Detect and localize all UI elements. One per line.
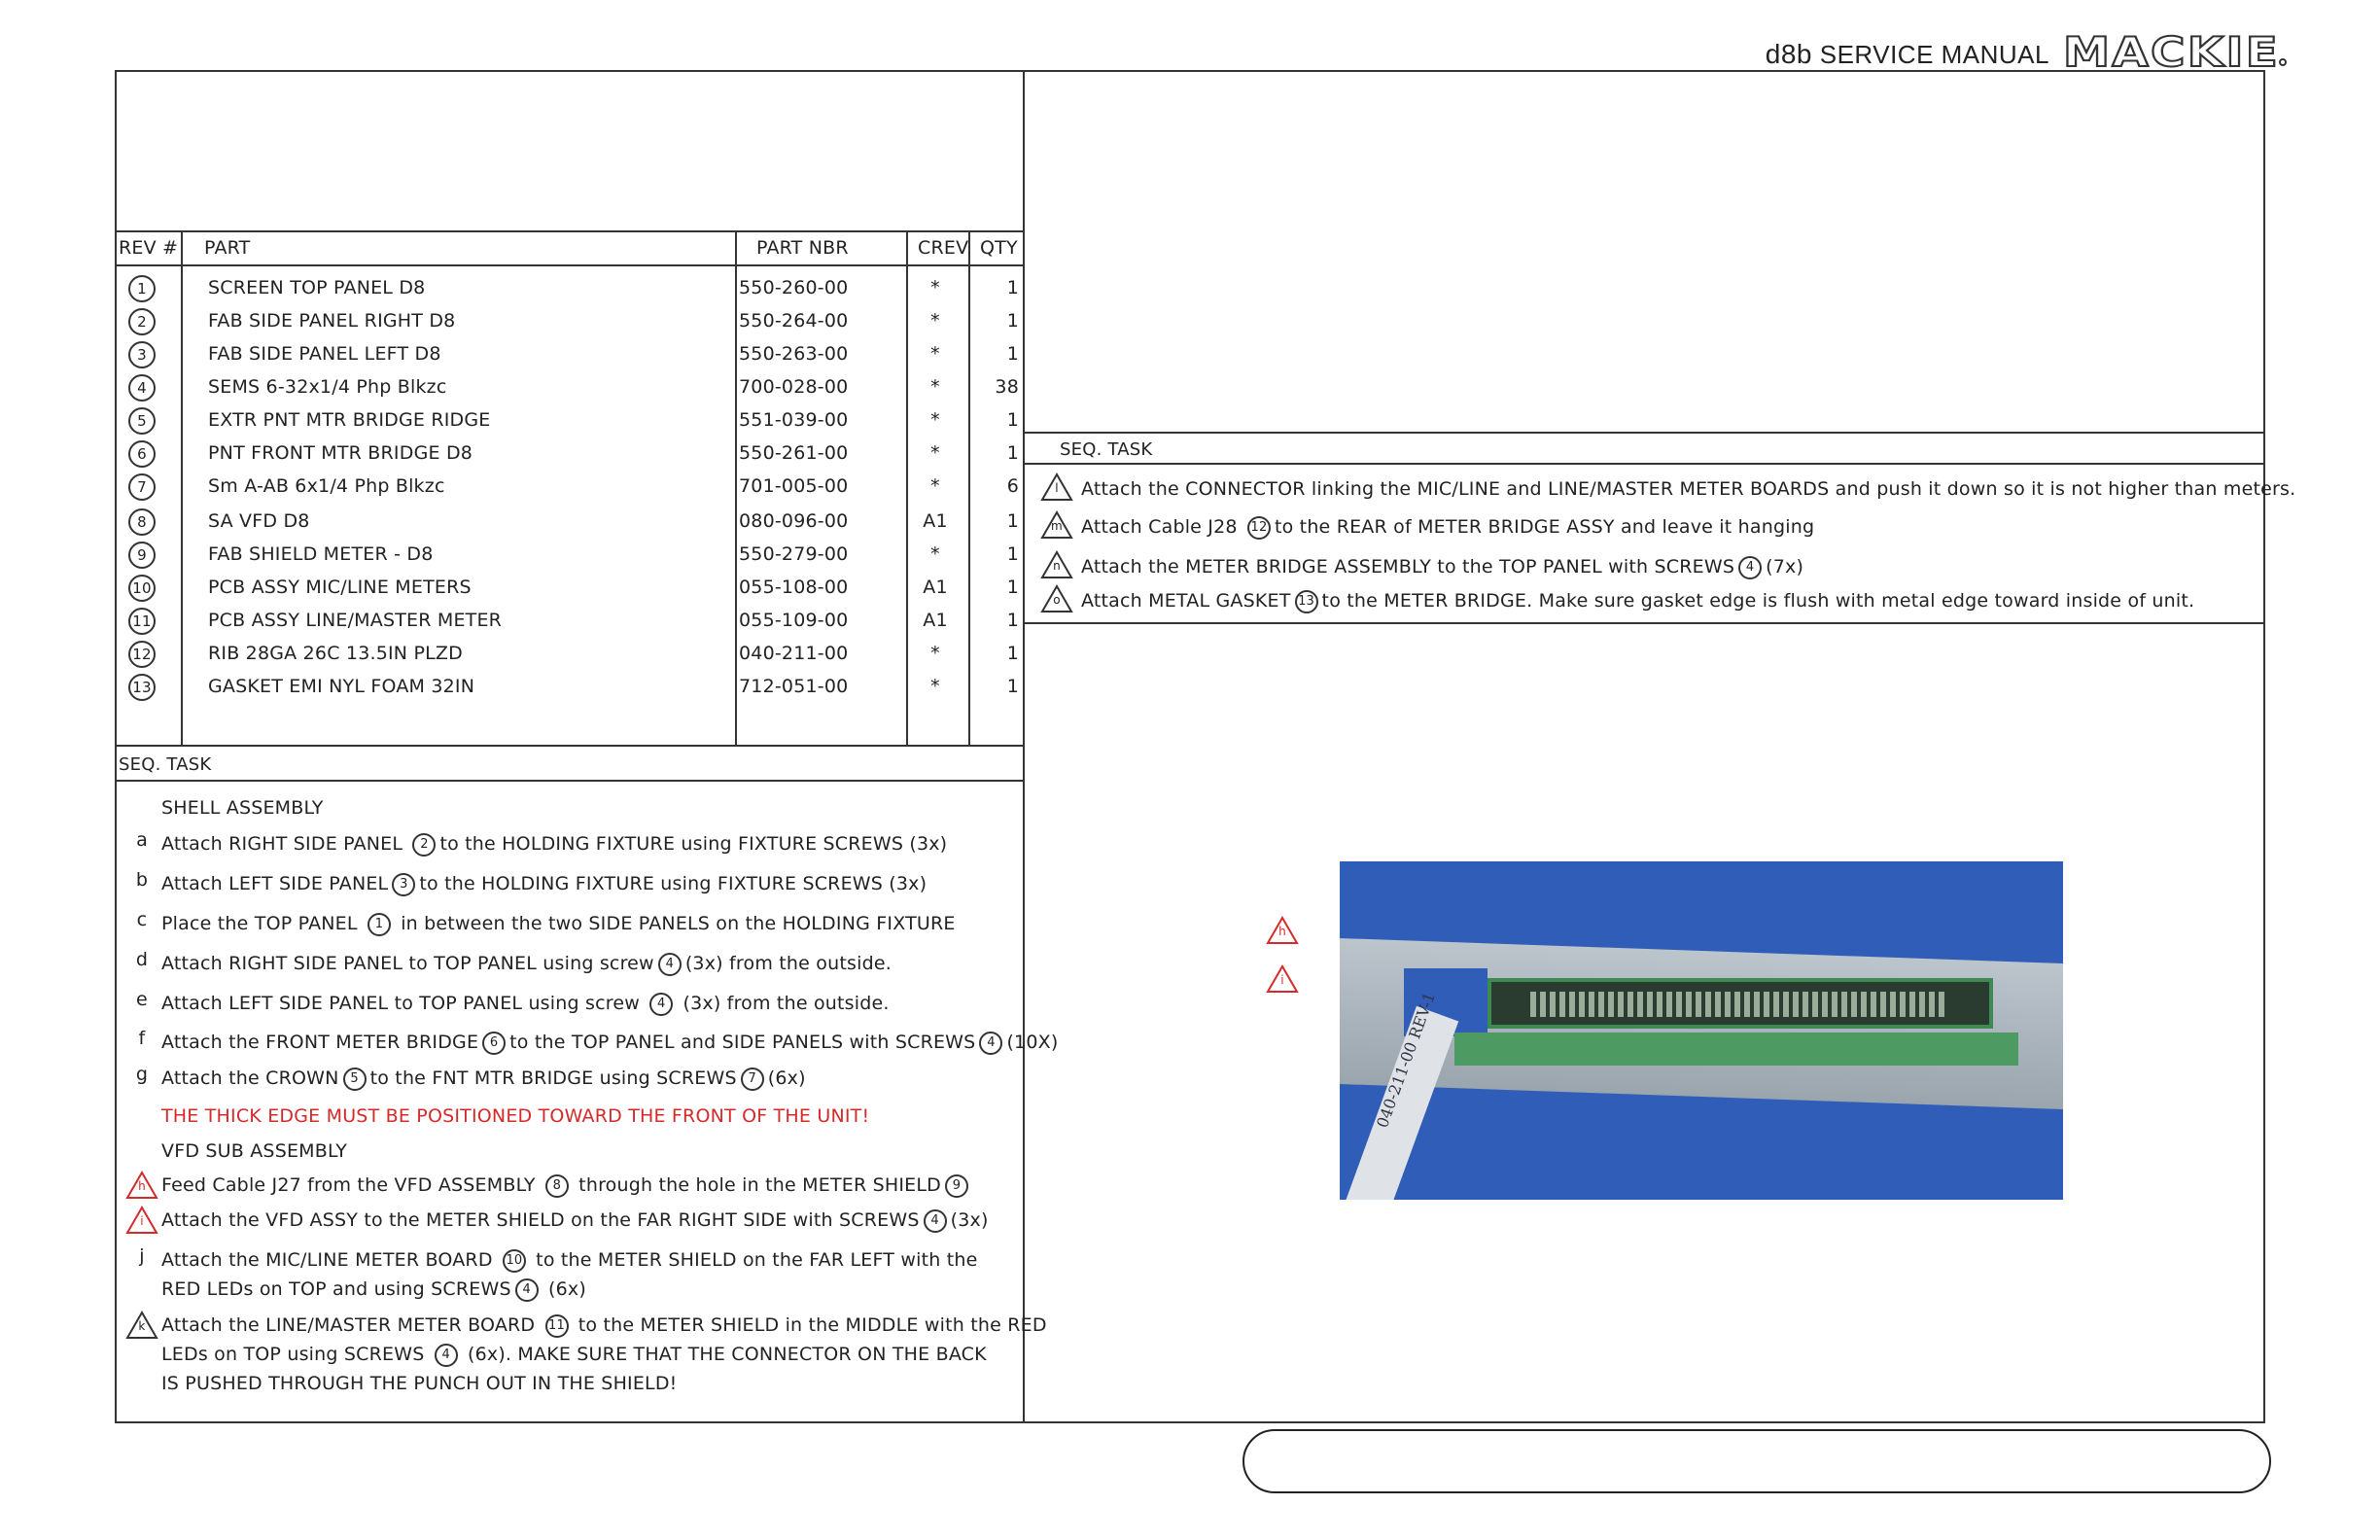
col-header-rev: REV # xyxy=(119,237,179,259)
table-row xyxy=(117,340,1021,373)
table-row xyxy=(117,373,1021,406)
right-task-bottom-line xyxy=(1025,622,2265,624)
qty-value: 1 xyxy=(1006,510,1019,532)
crev-value: * xyxy=(930,277,940,298)
vfd-display xyxy=(1488,978,1993,1029)
part-name: Sm A-AB 6x1/4 Php Blkzc xyxy=(208,475,445,497)
part-name: PCB ASSY MIC/LINE METERS xyxy=(208,577,472,598)
page-header xyxy=(1765,28,2287,76)
rev-circle: 10 xyxy=(128,575,156,602)
crev-value: * xyxy=(930,376,940,398)
part-number: 550-261-00 xyxy=(739,442,849,464)
rev-circle: 12 xyxy=(128,641,156,668)
qty-value: 1 xyxy=(1006,676,1019,697)
right-task-top-line xyxy=(1025,432,2265,434)
crev-value: A1 xyxy=(923,577,948,598)
qty-value: 1 xyxy=(1006,343,1019,365)
table-row xyxy=(117,307,1021,340)
left-task-header-line xyxy=(117,780,1023,782)
qty-value: 1 xyxy=(1006,643,1019,664)
table-row xyxy=(117,640,1021,673)
rev-circle: 13 xyxy=(128,674,156,701)
rev-circle: 5 xyxy=(128,407,156,435)
warning-triangle-icon: i xyxy=(1266,964,1299,994)
manual-title: d8b SERVICE MANUAL xyxy=(1765,39,2049,69)
part-number: 700-028-00 xyxy=(739,376,849,398)
callout-circle: 12 xyxy=(1247,516,1271,540)
callout-circle: 1 xyxy=(368,913,391,936)
crev-value: * xyxy=(930,676,940,697)
callout-circle: 8 xyxy=(545,1174,569,1198)
callout-circle: 4 xyxy=(924,1209,947,1233)
table-bottom-line xyxy=(117,745,1023,747)
footer-info-box xyxy=(1242,1429,2271,1493)
rev-circle: 2 xyxy=(128,308,156,335)
registered-mark-icon xyxy=(2279,58,2287,66)
callout-circle: 6 xyxy=(482,1032,506,1055)
part-number: 712-051-00 xyxy=(739,676,849,697)
callout-circle: 11 xyxy=(545,1314,569,1338)
part-number: 551-039-00 xyxy=(739,409,849,431)
part-name: FAB SIDE PANEL LEFT D8 xyxy=(208,343,441,365)
crev-value: * xyxy=(930,475,940,497)
triangle-icon: m xyxy=(1040,510,1073,540)
warning-triangle-icon: h xyxy=(125,1171,158,1200)
rev-circle: 9 xyxy=(128,542,156,569)
rev-circle: 3 xyxy=(128,341,156,368)
rev-circle: 11 xyxy=(128,608,156,635)
crev-value: * xyxy=(930,643,940,664)
crev-value: * xyxy=(930,543,940,565)
task-l: l Attach the CONNECTOR linking the MIC/LINE and LINE/MASTER METER BOARDS and push it down so it is not higher than meters. xyxy=(1027,471,2263,508)
rev-circle: 7 xyxy=(128,473,156,501)
callout-circle: 4 xyxy=(649,993,673,1016)
callout-circle: 5 xyxy=(343,1068,367,1091)
right-task-header: SEQ. TASK xyxy=(1060,439,1153,460)
callout-circle: 2 xyxy=(412,833,436,857)
qty-value: 1 xyxy=(1006,277,1019,298)
col-header-part: PART xyxy=(204,237,251,259)
triangle-icon: k xyxy=(125,1311,158,1340)
part-number: 550-260-00 xyxy=(739,277,849,298)
warning-triangle-icon: h xyxy=(1266,916,1299,945)
qty-value: 1 xyxy=(1006,577,1019,598)
assembly-photo xyxy=(1340,861,2063,1200)
cable-label: 040-211-00 REV-1 xyxy=(1373,990,1440,1131)
table-row xyxy=(117,607,1021,640)
part-number: 701-005-00 xyxy=(739,475,849,497)
qty-value: 1 xyxy=(1006,310,1019,332)
triangle-icon: n xyxy=(1040,550,1073,579)
part-number: 055-109-00 xyxy=(739,610,849,631)
table-header-line xyxy=(117,264,1023,266)
col-header-crev: CREV xyxy=(918,237,969,259)
qty-value: 6 xyxy=(1006,475,1019,497)
part-name: SA VFD D8 xyxy=(208,510,310,532)
rev-circle: 8 xyxy=(128,508,156,536)
qty-value: 1 xyxy=(1006,610,1019,631)
mackie-logo: MACKIE xyxy=(2063,28,2281,76)
part-number: 040-211-00 xyxy=(739,643,849,664)
callout-circle: 10 xyxy=(503,1249,526,1273)
triangle-icon: o xyxy=(1040,584,1073,613)
table-row xyxy=(117,673,1021,706)
part-number: 055-108-00 xyxy=(739,577,849,598)
task-n: n Attach the METER BRIDGE ASSEMBLY to the TOP PANEL with SCREWS 4 (7x) xyxy=(1027,548,2263,585)
crev-value: * xyxy=(930,442,940,464)
part-number: 550-263-00 xyxy=(739,343,849,365)
task-m: m Attach Cable J28 12 to the REAR of METER BRIDGE ASSY and leave it hanging xyxy=(1027,508,2263,545)
table-row xyxy=(117,574,1021,607)
part-name: FAB SIDE PANEL RIGHT D8 xyxy=(208,310,456,332)
col-header-qty: QTY xyxy=(980,237,1018,259)
part-name: PCB ASSY LINE/MASTER METER xyxy=(208,610,503,631)
part-name: SCREEN TOP PANEL D8 xyxy=(208,277,426,298)
callout-circle: 7 xyxy=(741,1068,764,1091)
warning-triangle-icon: i xyxy=(125,1206,158,1235)
crev-value: A1 xyxy=(923,610,948,631)
rev-circle: 4 xyxy=(128,374,156,402)
rev-circle: 6 xyxy=(128,440,156,468)
part-name: PNT FRONT MTR BRIDGE D8 xyxy=(208,442,473,464)
vfd-circuit-board xyxy=(1454,1032,2018,1066)
crev-value: * xyxy=(930,409,940,431)
part-number: 550-264-00 xyxy=(739,310,849,332)
part-name: SEMS 6-32x1/4 Php Blkzc xyxy=(208,376,447,398)
table-top-line xyxy=(117,230,1023,232)
part-number: 550-279-00 xyxy=(739,543,849,565)
part-name: RIB 28GA 26C 13.5IN PLZD xyxy=(208,643,463,664)
qty-value: 1 xyxy=(1006,409,1019,431)
table-row xyxy=(117,472,1021,506)
table-row xyxy=(117,439,1021,472)
frame-divider xyxy=(1023,70,1025,1423)
photo-callout-i xyxy=(1266,964,1299,994)
callout-circle: 4 xyxy=(435,1344,458,1367)
qty-value: 38 xyxy=(995,376,1019,398)
table-row xyxy=(117,541,1021,574)
triangle-icon: l xyxy=(1040,472,1073,502)
table-row xyxy=(117,406,1021,439)
rev-circle: 1 xyxy=(128,275,156,302)
right-task-header-line xyxy=(1025,463,2265,465)
callout-circle: 4 xyxy=(658,953,682,976)
col-header-nbr: PART NBR xyxy=(756,237,849,259)
part-name: EXTR PNT MTR BRIDGE RIDGE xyxy=(208,409,491,431)
table-row xyxy=(117,274,1021,307)
photo-callout-h xyxy=(1266,916,1299,945)
left-task-header: SEQ. TASK xyxy=(119,754,212,775)
callout-circle: 4 xyxy=(1738,556,1762,579)
callout-circle: 4 xyxy=(979,1032,1002,1055)
crev-value: * xyxy=(930,343,940,365)
part-number: 080-096-00 xyxy=(739,510,849,532)
callout-circle: 13 xyxy=(1295,590,1318,613)
qty-value: 1 xyxy=(1006,442,1019,464)
task-o: o Attach METAL GASKET 13 to the METER BRIDGE. Make sure gasket edge is flush with metal edge toward inside of unit. xyxy=(1027,582,2263,619)
qty-value: 1 xyxy=(1006,543,1019,565)
callout-circle: 4 xyxy=(515,1278,539,1302)
table-row xyxy=(117,508,1021,541)
crev-value: A1 xyxy=(923,510,948,532)
crev-value: * xyxy=(930,310,940,332)
part-name: FAB SHIELD METER - D8 xyxy=(208,543,434,565)
callout-circle: 3 xyxy=(392,873,415,896)
part-name: GASKET EMI NYL FOAM 32IN xyxy=(208,676,475,697)
callout-circle: 9 xyxy=(945,1174,968,1198)
